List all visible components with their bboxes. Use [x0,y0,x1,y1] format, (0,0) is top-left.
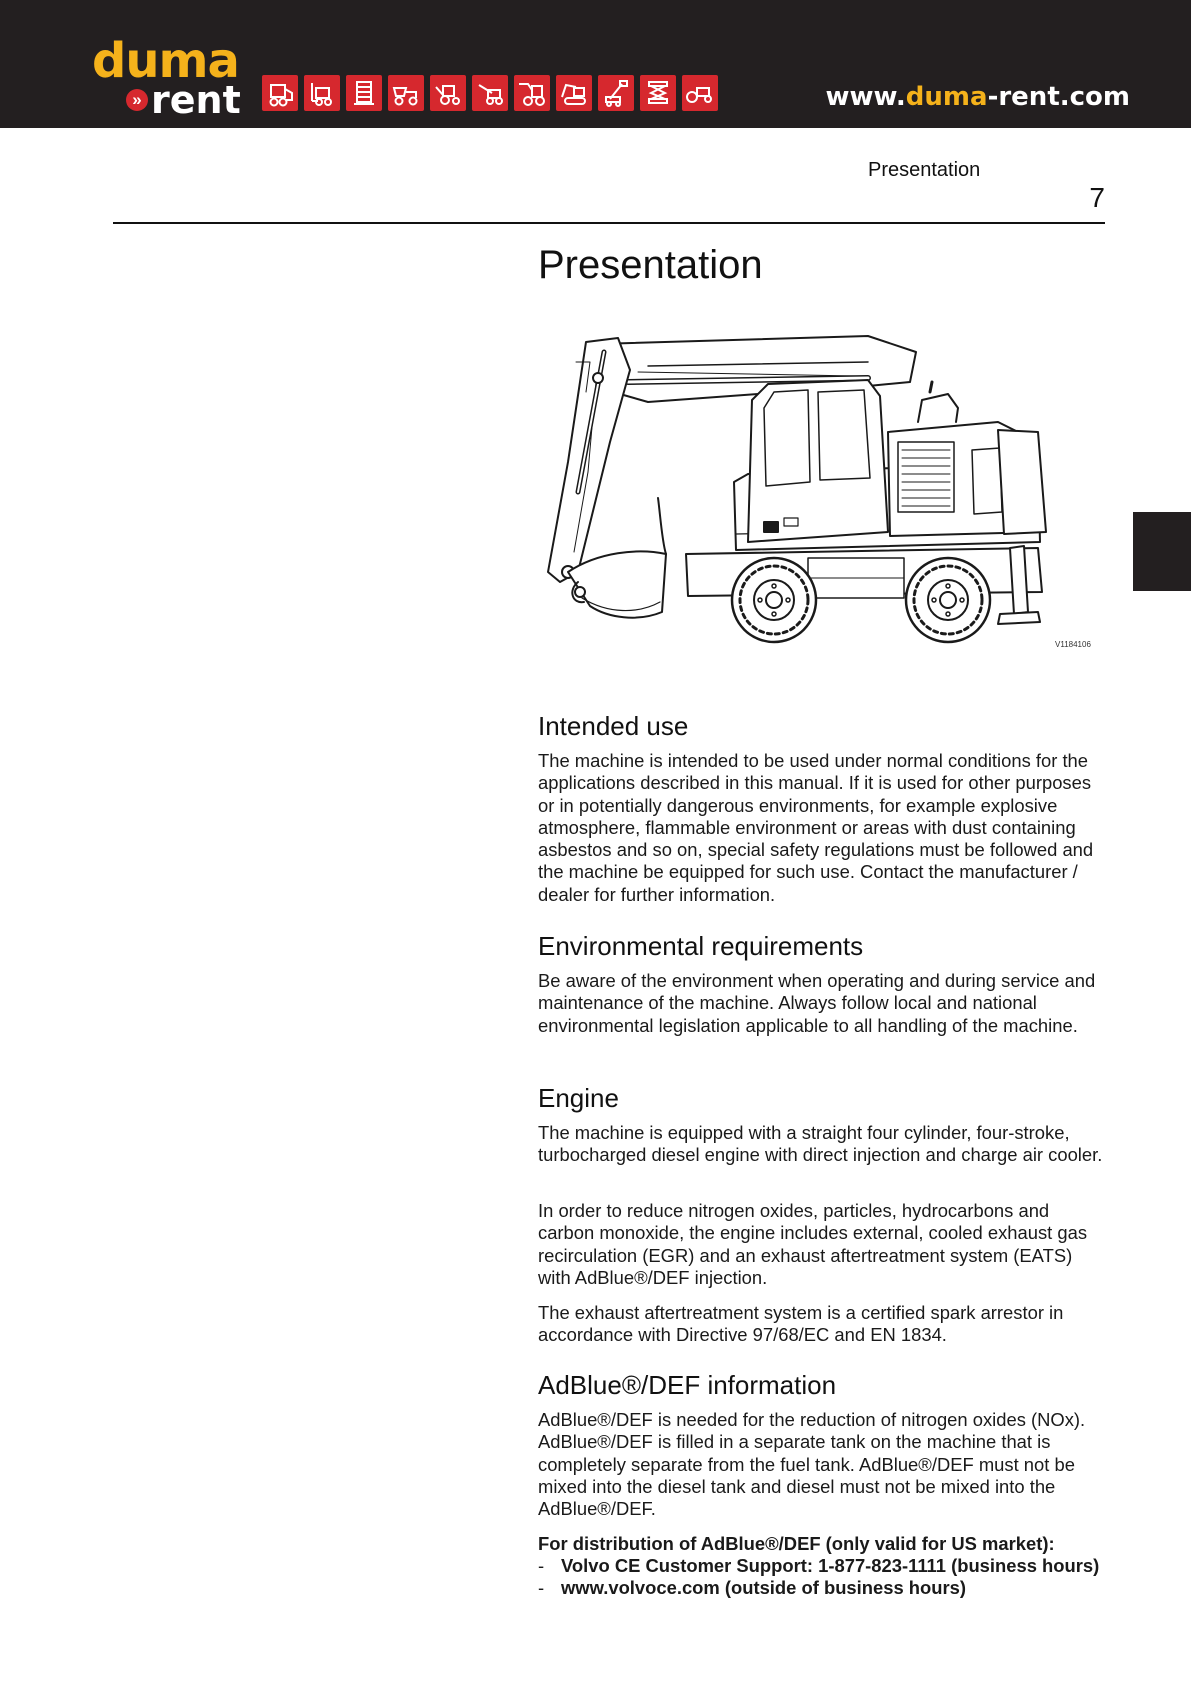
adblue-text: AdBlue®/DEF is needed for the reduction of nitrogen oxides (NOx). AdBlue®/DEF is filled in a separate tank on the machine that is completely separate from the fuel tank. AdBlue®/DEF must not be mixed into the diesel tank and diesel must not be mixed into the AdBlue®/DEF. [538,1409,1086,1520]
list-item [538,1577,1108,1599]
url-prefix: www. [825,82,906,112]
engine-paragraph-1: The machine is equipped with a straight four cylinder, four-stroke, turbocharged diesel engine with direct injection and charge air cooler. [538,1122,1103,1166]
environmental-requirements-text: Be aware of the environment when operating and during service and maintenance of the machine. Always follow local and national environmental legislation applicable to all handling of the machine. [538,970,1096,1036]
contact-volvoce-website[interactable]: www.volvoce.com (outside of business hours) [561,1577,966,1599]
figure-id: V1184106 [1055,640,1091,649]
duma-rent-logo[interactable] [92,33,242,122]
forklift-icon [304,75,340,111]
adblue-distribution-label: For distribution of AdBlue®/DEF (only valid for US market): [538,1533,1055,1554]
scissor-lift-icon [640,75,676,111]
skid-steer-loader-icon [262,75,298,111]
url-accent: duma [905,82,988,112]
wheel-loader-icon [514,75,550,111]
page-number: 7 [1089,182,1105,213]
engine-paragraph-2: In order to reduce nitrogen oxides, particles, hydrocarbons and carbon monoxide, the engine includes external, cooled exhaust gas recirculation (EGR) and an exhaust aftertreatment system (EATS) with AdBlue®/DEF injection. [538,1200,1088,1288]
contact-volvo-ce-support: Volvo CE Customer Support: 1-877-823-1111 (business hours) [561,1555,1100,1576]
engine-paragraph-3: The exhaust aftertreatment system is a certified spark arrestor in accordance with Directive 97/68/EC and EN 1834. [538,1302,1064,1346]
chevron-icon: » [126,89,148,111]
telehandler-icon [472,75,508,111]
heading-engine: Engine [538,1083,619,1113]
list-dash: - [538,1555,545,1576]
machine-icon-strip [262,75,718,111]
url-suffix: -rent.com [987,82,1130,112]
mini-dumper-icon [388,75,424,111]
roller-icon [682,75,718,111]
website-link[interactable] [826,82,1130,112]
heading-environmental-requirements: Environmental requirements [538,931,864,961]
heading-intended-use: Intended use [538,711,689,741]
header-rule [113,222,1105,224]
wheeled-excavator-illustration [538,322,1098,652]
list-item [538,1555,1108,1577]
running-header-title: Presentation [868,159,981,181]
boom-lift-icon [598,75,634,111]
logo-word-rent: rent [151,78,241,122]
brand-header-bar [0,0,1191,128]
adblue-contact-list [538,1555,1108,1600]
heading-adblue-def-information: AdBlue®/DEF information [538,1370,837,1400]
tracked-excavator-icon [556,75,592,111]
logo-word-duma: duma [92,33,239,89]
compact-tractor-icon [430,75,466,111]
page-title: Presentation [538,243,763,287]
intended-use-text: The machine is intended to be used under normal conditions for the applications described in this manual. If it is used for other purposes or in potentially dangerous environments, for example explosive atmosphere, flammable environment or areas with dust containing asbestos and so on, special safety regulations must be followed and the machine be equipped for such use. Contact the manufacturer / dealer for further information. [538,750,1094,905]
section-thumb-tab [1133,512,1191,591]
vibratory-plate-icon [346,75,382,111]
list-dash: - [538,1577,545,1599]
